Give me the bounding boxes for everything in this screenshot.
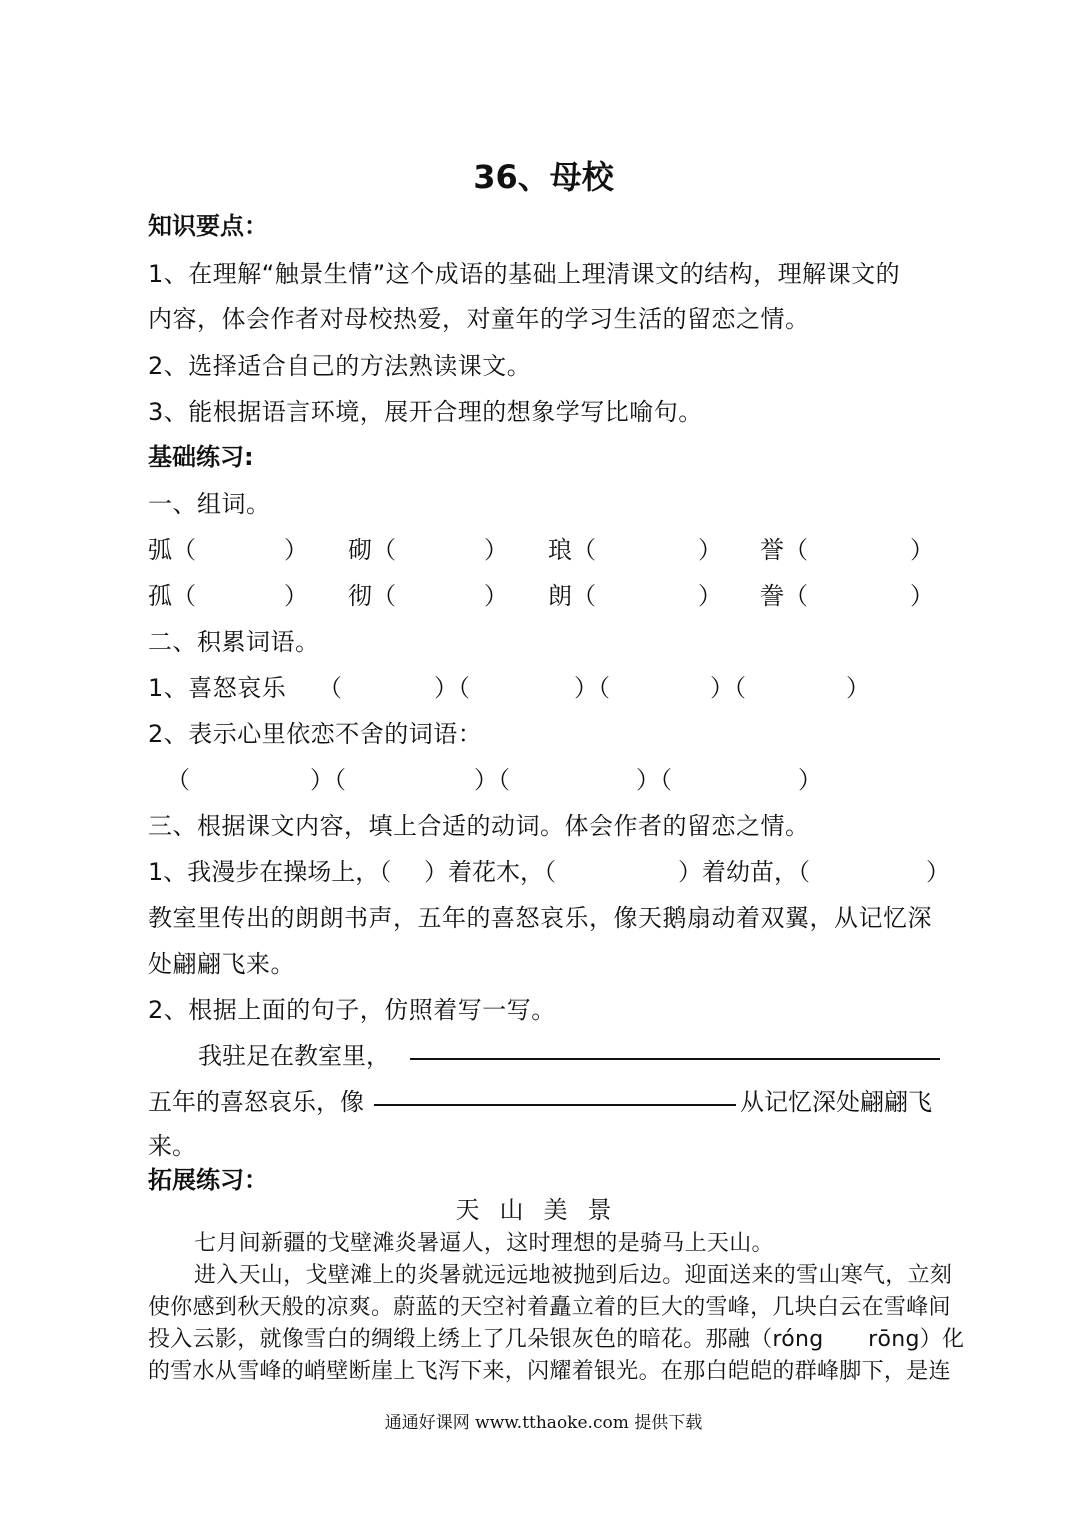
q3-item1-part-2: ）着幼苗，（: [678, 858, 810, 886]
reading-para-4: 的雪水从雪峰的峭壁断崖上飞泻下来，闪耀着银光。在那白皑皑的群峰脚下，是连: [148, 1359, 951, 1384]
imitate-line3: 来。: [148, 1132, 196, 1160]
q2-item2-blank-3: ）（: [636, 766, 672, 794]
q1-r1-c3-close: ）: [698, 536, 722, 564]
section-basic: 基础练习:: [148, 443, 254, 471]
section-knowledge: 知识要点：: [148, 212, 268, 240]
imitate-blank-2[interactable]: [374, 1104, 736, 1106]
q1-r1-c3-open: 琅（: [548, 536, 596, 564]
q1-r2-c2-close: ）: [484, 582, 508, 610]
section-extension: 拓展练习：: [148, 1166, 268, 1194]
q3-item1-part-3: ）: [926, 858, 950, 886]
q2-item2-blank-1: ）（: [310, 766, 346, 794]
imitate-line2-pre: 五年的喜怒哀乐，像: [148, 1088, 364, 1116]
imitate-line1: 我驻足在教室里，: [198, 1042, 390, 1070]
page-footer: 通通好课网 www.tthaoke.com 提供下载: [384, 1413, 703, 1433]
q3-heading: 三、根据课文内容，填上合适的动词。体会作者的留恋之情。: [148, 812, 810, 840]
imitate-line2-post: 从记忆深处翩翩飞: [740, 1088, 932, 1116]
knowledge-line-3: 2、选择适合自己的方法熟读课文。: [148, 352, 532, 380]
q3-item1-part-1: ）着花木，（: [424, 858, 556, 886]
q1-r1-c4-close: ）: [910, 536, 934, 564]
q2-item1-blank-3: ）（: [710, 674, 746, 702]
q1-r2-c4-close: ）: [910, 582, 934, 610]
q1-r2-c1-open: 孤（: [148, 582, 196, 610]
q2-item1-blank-1: ）（: [434, 674, 470, 702]
q2-item1-label: 1、喜怒哀乐: [148, 674, 287, 702]
q2-item1-blank-4: ）: [846, 674, 870, 702]
knowledge-line-1: 1、在理解“触景生情”这个成语的基础上理清课文的结构，理解课文的: [148, 260, 901, 288]
q2-item1-blank-0: （: [318, 674, 342, 702]
q1-r2-c2-open: 彻（: [348, 582, 396, 610]
reading-title: 天山美景: [455, 1196, 632, 1224]
q3-item1-part-0: 1、我漫步在操场上，（: [148, 858, 392, 886]
q1-r2-c1-close: ）: [284, 582, 308, 610]
q1-r1-c1-open: 弧（: [148, 536, 196, 564]
q1-r1-c4-open: 誉（: [760, 536, 808, 564]
q2-item2-label: 2、表示心里依恋不舍的词语：: [148, 720, 483, 748]
q3-item1-line3: 处翩翩飞来。: [148, 950, 295, 978]
q2-item2-blank-0: （: [166, 766, 190, 794]
q1-r1-c2-close: ）: [484, 536, 508, 564]
reading-para-1: 进入天山，戈壁滩上的炎暑就远远地被抛到后边。迎面送来的雪山寒气，立刻: [194, 1263, 953, 1288]
knowledge-line-2: 内容，体会作者对母校热爱，对童年的学习生活的留恋之情。: [148, 305, 810, 333]
page-title: 36、母校: [473, 158, 614, 196]
q2-heading: 二、积累词语。: [148, 628, 320, 656]
reading-para-3: 投入云影，就像雪白的绸缎上绣上了几朵银灰色的暗花。那融（róng rōng）化: [148, 1327, 965, 1352]
q3-item1-line2: 教室里传出的朗朗书声，五年的喜怒哀乐，像天鹅扇动着双翼，从记忆深: [148, 904, 932, 932]
q2-item1-blank-2: ）（: [574, 674, 610, 702]
reading-para-2: 使你感到秋天般的凉爽。蔚蓝的天空衬着矗立着的巨大的雪峰，几块白云在雪峰间: [148, 1295, 951, 1320]
q3-item2: 2、根据上面的句子，仿照着写一写。: [148, 996, 556, 1024]
q1-r2-c3-open: 朗（: [548, 582, 596, 610]
reading-para-0: 七月间新疆的戈壁滩炎暑逼人，这时理想的是骑马上天山。: [194, 1231, 774, 1256]
q1-r2-c3-close: ）: [698, 582, 722, 610]
knowledge-line-4: 3、能根据语言环境，展开合理的想象学写比喻句。: [148, 398, 703, 426]
q2-item2-blank-2: ）（: [474, 766, 510, 794]
imitate-blank-1[interactable]: [410, 1058, 940, 1060]
q1-heading: 一、组词。: [148, 490, 271, 518]
q1-r1-c1-close: ）: [284, 536, 308, 564]
q1-r2-c4-open: 誊（: [760, 582, 808, 610]
q2-item2-blank-4: ）: [798, 766, 822, 794]
q1-r1-c2-open: 砌（: [348, 536, 396, 564]
